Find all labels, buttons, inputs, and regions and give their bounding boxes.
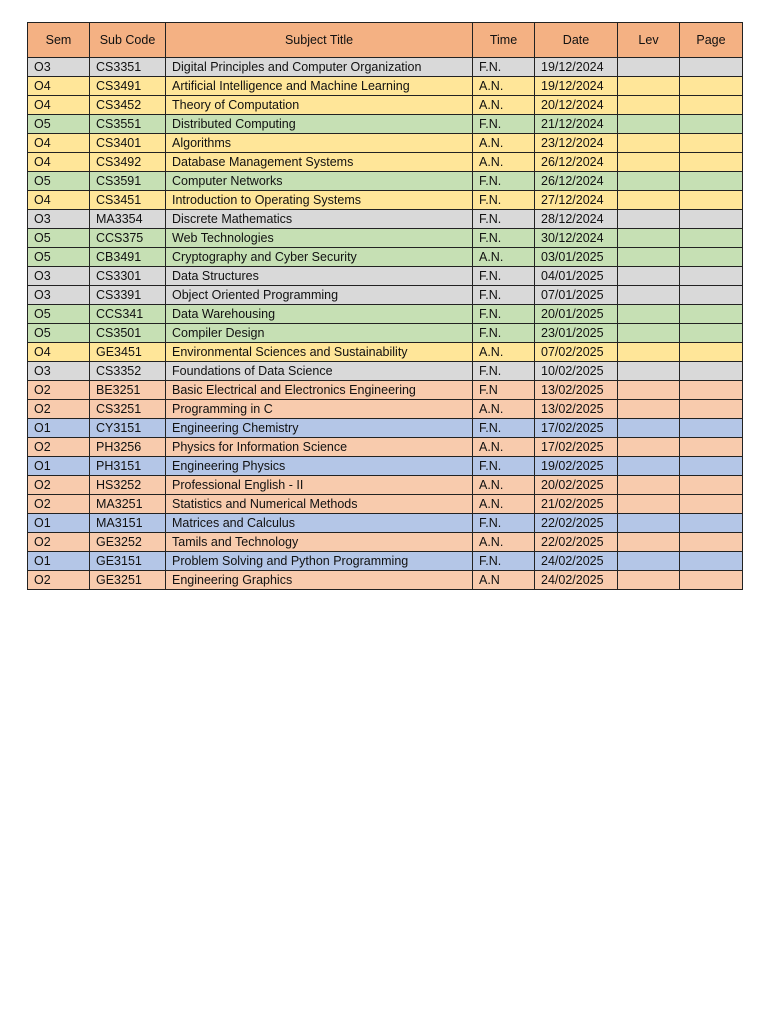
cell-sub-code: CS3591 bbox=[90, 172, 166, 191]
cell-subject-title: Theory of Computation bbox=[166, 96, 473, 115]
cell-sem: O5 bbox=[28, 324, 90, 343]
cell-date: 26/12/2024 bbox=[535, 172, 618, 191]
cell-subject-title: Engineering Physics bbox=[166, 457, 473, 476]
table-row bbox=[28, 476, 743, 495]
cell-sub-code: BE3251 bbox=[90, 381, 166, 400]
cell-sub-code: CS3352 bbox=[90, 362, 166, 381]
table-row bbox=[28, 286, 743, 305]
cell-sem: O2 bbox=[28, 381, 90, 400]
cell-time: A.N. bbox=[473, 134, 535, 153]
cell-subject-title: Statistics and Numerical Methods bbox=[166, 495, 473, 514]
cell-date: 23/12/2024 bbox=[535, 134, 618, 153]
cell-sub-code: CB3491 bbox=[90, 248, 166, 267]
table-row bbox=[28, 419, 743, 438]
cell-date: 21/12/2024 bbox=[535, 115, 618, 134]
cell-page bbox=[680, 305, 743, 324]
cell-lev bbox=[618, 172, 680, 191]
cell-date: 19/12/2024 bbox=[535, 58, 618, 77]
cell-date: 28/12/2024 bbox=[535, 210, 618, 229]
cell-date: 04/01/2025 bbox=[535, 267, 618, 286]
cell-lev bbox=[618, 324, 680, 343]
table-row bbox=[28, 438, 743, 457]
cell-page bbox=[680, 248, 743, 267]
cell-sub-code: GE3251 bbox=[90, 571, 166, 590]
cell-sem: O5 bbox=[28, 248, 90, 267]
cell-page bbox=[680, 419, 743, 438]
cell-lev bbox=[618, 96, 680, 115]
cell-subject-title: Object Oriented Programming bbox=[166, 286, 473, 305]
table-row bbox=[28, 134, 743, 153]
cell-time: F.N. bbox=[473, 419, 535, 438]
cell-lev bbox=[618, 267, 680, 286]
cell-lev bbox=[618, 495, 680, 514]
table-row bbox=[28, 210, 743, 229]
header-time: Time bbox=[473, 23, 535, 58]
cell-sem: O5 bbox=[28, 229, 90, 248]
cell-sem: O2 bbox=[28, 495, 90, 514]
cell-lev bbox=[618, 533, 680, 552]
cell-sem: O3 bbox=[28, 267, 90, 286]
table-row bbox=[28, 248, 743, 267]
cell-sem: O4 bbox=[28, 153, 90, 172]
table-row bbox=[28, 267, 743, 286]
cell-lev bbox=[618, 229, 680, 248]
cell-page bbox=[680, 571, 743, 590]
header-date: Date bbox=[535, 23, 618, 58]
cell-lev bbox=[618, 476, 680, 495]
cell-sem: O1 bbox=[28, 552, 90, 571]
table-row bbox=[28, 153, 743, 172]
cell-subject-title: Cryptography and Cyber Security bbox=[166, 248, 473, 267]
cell-sem: O4 bbox=[28, 343, 90, 362]
cell-page bbox=[680, 381, 743, 400]
table-row bbox=[28, 324, 743, 343]
cell-sub-code: GE3151 bbox=[90, 552, 166, 571]
cell-page bbox=[680, 210, 743, 229]
cell-page bbox=[680, 58, 743, 77]
cell-date: 19/02/2025 bbox=[535, 457, 618, 476]
cell-sub-code: CS3391 bbox=[90, 286, 166, 305]
table-row bbox=[28, 58, 743, 77]
cell-subject-title: Matrices and Calculus bbox=[166, 514, 473, 533]
table-row bbox=[28, 115, 743, 134]
cell-sem: O4 bbox=[28, 191, 90, 210]
cell-time: F.N. bbox=[473, 172, 535, 191]
cell-date: 17/02/2025 bbox=[535, 419, 618, 438]
cell-sub-code: CCS375 bbox=[90, 229, 166, 248]
cell-page bbox=[680, 495, 743, 514]
cell-subject-title: Professional English - II bbox=[166, 476, 473, 495]
cell-lev bbox=[618, 514, 680, 533]
cell-sub-code: MA3151 bbox=[90, 514, 166, 533]
cell-date: 20/01/2025 bbox=[535, 305, 618, 324]
cell-sub-code: CS3551 bbox=[90, 115, 166, 134]
table-row bbox=[28, 77, 743, 96]
cell-page bbox=[680, 96, 743, 115]
header-sem: Sem bbox=[28, 23, 90, 58]
cell-date: 07/02/2025 bbox=[535, 343, 618, 362]
cell-page bbox=[680, 438, 743, 457]
cell-time: F.N. bbox=[473, 115, 535, 134]
cell-page bbox=[680, 229, 743, 248]
table-row bbox=[28, 362, 743, 381]
table-row bbox=[28, 229, 743, 248]
cell-subject-title: Programming in C bbox=[166, 400, 473, 419]
cell-sem: O3 bbox=[28, 286, 90, 305]
cell-sub-code: MA3354 bbox=[90, 210, 166, 229]
cell-page bbox=[680, 134, 743, 153]
cell-sub-code: GE3451 bbox=[90, 343, 166, 362]
cell-lev bbox=[618, 419, 680, 438]
cell-time: F.N. bbox=[473, 229, 535, 248]
cell-date: 24/02/2025 bbox=[535, 552, 618, 571]
cell-time: F.N bbox=[473, 381, 535, 400]
cell-subject-title: Basic Electrical and Electronics Engineering bbox=[166, 381, 473, 400]
cell-page bbox=[680, 552, 743, 571]
cell-page bbox=[680, 153, 743, 172]
cell-time: A.N. bbox=[473, 153, 535, 172]
cell-sem: O2 bbox=[28, 476, 90, 495]
table-row bbox=[28, 552, 743, 571]
cell-date: 20/02/2025 bbox=[535, 476, 618, 495]
cell-time: A.N. bbox=[473, 343, 535, 362]
cell-lev bbox=[618, 362, 680, 381]
cell-page bbox=[680, 191, 743, 210]
cell-date: 10/02/2025 bbox=[535, 362, 618, 381]
cell-subject-title: Environmental Sciences and Sustainability bbox=[166, 343, 473, 362]
cell-time: F.N. bbox=[473, 58, 535, 77]
cell-sem: O2 bbox=[28, 571, 90, 590]
cell-sub-code: CS3251 bbox=[90, 400, 166, 419]
cell-page bbox=[680, 400, 743, 419]
header-sub-code: Sub Code bbox=[90, 23, 166, 58]
table-row bbox=[28, 96, 743, 115]
cell-subject-title: Discrete Mathematics bbox=[166, 210, 473, 229]
cell-lev bbox=[618, 438, 680, 457]
cell-sub-code: CS3301 bbox=[90, 267, 166, 286]
cell-lev bbox=[618, 58, 680, 77]
cell-subject-title: Data Structures bbox=[166, 267, 473, 286]
cell-date: 30/12/2024 bbox=[535, 229, 618, 248]
cell-sem: O2 bbox=[28, 438, 90, 457]
cell-page bbox=[680, 362, 743, 381]
cell-time: F.N. bbox=[473, 305, 535, 324]
cell-date: 19/12/2024 bbox=[535, 77, 618, 96]
cell-sub-code: CCS341 bbox=[90, 305, 166, 324]
cell-time: A.N. bbox=[473, 248, 535, 267]
cell-sub-code: CS3401 bbox=[90, 134, 166, 153]
cell-sem: O5 bbox=[28, 172, 90, 191]
cell-subject-title: Engineering Graphics bbox=[166, 571, 473, 590]
cell-subject-title: Distributed Computing bbox=[166, 115, 473, 134]
table-body bbox=[28, 58, 743, 590]
table-row bbox=[28, 514, 743, 533]
cell-time: A.N. bbox=[473, 77, 535, 96]
cell-date: 20/12/2024 bbox=[535, 96, 618, 115]
cell-time: F.N. bbox=[473, 267, 535, 286]
cell-subject-title: Problem Solving and Python Programming bbox=[166, 552, 473, 571]
cell-lev bbox=[618, 191, 680, 210]
cell-time: F.N. bbox=[473, 457, 535, 476]
cell-subject-title: Introduction to Operating Systems bbox=[166, 191, 473, 210]
cell-time: A.N. bbox=[473, 400, 535, 419]
cell-lev bbox=[618, 457, 680, 476]
cell-time: F.N. bbox=[473, 514, 535, 533]
table-row bbox=[28, 457, 743, 476]
cell-date: 13/02/2025 bbox=[535, 381, 618, 400]
cell-date: 22/02/2025 bbox=[535, 533, 618, 552]
cell-sub-code: CS3452 bbox=[90, 96, 166, 115]
cell-subject-title: Web Technologies bbox=[166, 229, 473, 248]
cell-date: 21/02/2025 bbox=[535, 495, 618, 514]
cell-time: A.N bbox=[473, 571, 535, 590]
cell-sem: O3 bbox=[28, 210, 90, 229]
cell-subject-title: Tamils and Technology bbox=[166, 533, 473, 552]
cell-sub-code: CS3351 bbox=[90, 58, 166, 77]
cell-subject-title: Engineering Chemistry bbox=[166, 419, 473, 438]
cell-sub-code: GE3252 bbox=[90, 533, 166, 552]
exam-schedule-table bbox=[27, 22, 743, 590]
cell-time: F.N. bbox=[473, 191, 535, 210]
cell-sub-code: CS3501 bbox=[90, 324, 166, 343]
cell-sem: O1 bbox=[28, 419, 90, 438]
table-row bbox=[28, 172, 743, 191]
table-row bbox=[28, 381, 743, 400]
cell-subject-title: Compiler Design bbox=[166, 324, 473, 343]
cell-time: A.N. bbox=[473, 476, 535, 495]
table-row bbox=[28, 400, 743, 419]
cell-sem: O3 bbox=[28, 362, 90, 381]
table-row bbox=[28, 191, 743, 210]
table-row bbox=[28, 533, 743, 552]
table-row bbox=[28, 343, 743, 362]
cell-subject-title: Data Warehousing bbox=[166, 305, 473, 324]
cell-page bbox=[680, 267, 743, 286]
cell-date: 27/12/2024 bbox=[535, 191, 618, 210]
cell-lev bbox=[618, 248, 680, 267]
header-subject-title: Subject Title bbox=[166, 23, 473, 58]
cell-lev bbox=[618, 552, 680, 571]
cell-sub-code: PH3151 bbox=[90, 457, 166, 476]
table-row bbox=[28, 305, 743, 324]
cell-date: 03/01/2025 bbox=[535, 248, 618, 267]
cell-sem: O1 bbox=[28, 457, 90, 476]
cell-page bbox=[680, 286, 743, 305]
cell-time: F.N. bbox=[473, 552, 535, 571]
header-page: Page bbox=[680, 23, 743, 58]
cell-sem: O5 bbox=[28, 305, 90, 324]
cell-subject-title: Digital Principles and Computer Organization bbox=[166, 58, 473, 77]
cell-sub-code: CS3451 bbox=[90, 191, 166, 210]
cell-time: A.N. bbox=[473, 96, 535, 115]
cell-subject-title: Computer Networks bbox=[166, 172, 473, 191]
cell-time: F.N. bbox=[473, 210, 535, 229]
cell-lev bbox=[618, 77, 680, 96]
cell-time: F.N. bbox=[473, 324, 535, 343]
cell-sem: O5 bbox=[28, 115, 90, 134]
cell-sem: O1 bbox=[28, 514, 90, 533]
cell-page bbox=[680, 77, 743, 96]
cell-sub-code: HS3252 bbox=[90, 476, 166, 495]
cell-lev bbox=[618, 381, 680, 400]
cell-subject-title: Foundations of Data Science bbox=[166, 362, 473, 381]
cell-page bbox=[680, 172, 743, 191]
cell-date: 17/02/2025 bbox=[535, 438, 618, 457]
cell-time: F.N. bbox=[473, 286, 535, 305]
cell-page bbox=[680, 457, 743, 476]
cell-date: 24/02/2025 bbox=[535, 571, 618, 590]
cell-lev bbox=[618, 343, 680, 362]
cell-subject-title: Physics for Information Science bbox=[166, 438, 473, 457]
cell-sub-code: CY3151 bbox=[90, 419, 166, 438]
cell-sub-code: CS3492 bbox=[90, 153, 166, 172]
cell-date: 13/02/2025 bbox=[535, 400, 618, 419]
cell-lev bbox=[618, 305, 680, 324]
cell-lev bbox=[618, 571, 680, 590]
cell-time: A.N. bbox=[473, 495, 535, 514]
cell-page bbox=[680, 514, 743, 533]
header-row bbox=[28, 23, 743, 58]
cell-sem: O4 bbox=[28, 96, 90, 115]
cell-lev bbox=[618, 400, 680, 419]
cell-lev bbox=[618, 134, 680, 153]
cell-subject-title: Algorithms bbox=[166, 134, 473, 153]
cell-page bbox=[680, 324, 743, 343]
cell-time: F.N. bbox=[473, 362, 535, 381]
cell-lev bbox=[618, 210, 680, 229]
cell-time: A.N. bbox=[473, 438, 535, 457]
cell-subject-title: Database Management Systems bbox=[166, 153, 473, 172]
cell-sem: O3 bbox=[28, 58, 90, 77]
cell-page bbox=[680, 533, 743, 552]
cell-time: A.N. bbox=[473, 533, 535, 552]
cell-lev bbox=[618, 286, 680, 305]
table-row bbox=[28, 571, 743, 590]
cell-date: 26/12/2024 bbox=[535, 153, 618, 172]
cell-lev bbox=[618, 115, 680, 134]
cell-page bbox=[680, 115, 743, 134]
cell-date: 22/02/2025 bbox=[535, 514, 618, 533]
cell-subject-title: Artificial Intelligence and Machine Learning bbox=[166, 77, 473, 96]
cell-sem: O4 bbox=[28, 134, 90, 153]
cell-sub-code: PH3256 bbox=[90, 438, 166, 457]
cell-sem: O2 bbox=[28, 400, 90, 419]
cell-sub-code: MA3251 bbox=[90, 495, 166, 514]
cell-page bbox=[680, 343, 743, 362]
cell-date: 23/01/2025 bbox=[535, 324, 618, 343]
cell-date: 07/01/2025 bbox=[535, 286, 618, 305]
cell-sem: O4 bbox=[28, 77, 90, 96]
cell-sub-code: CS3491 bbox=[90, 77, 166, 96]
cell-page bbox=[680, 476, 743, 495]
cell-sem: O2 bbox=[28, 533, 90, 552]
cell-lev bbox=[618, 153, 680, 172]
table-row bbox=[28, 495, 743, 514]
header-lev: Lev bbox=[618, 23, 680, 58]
